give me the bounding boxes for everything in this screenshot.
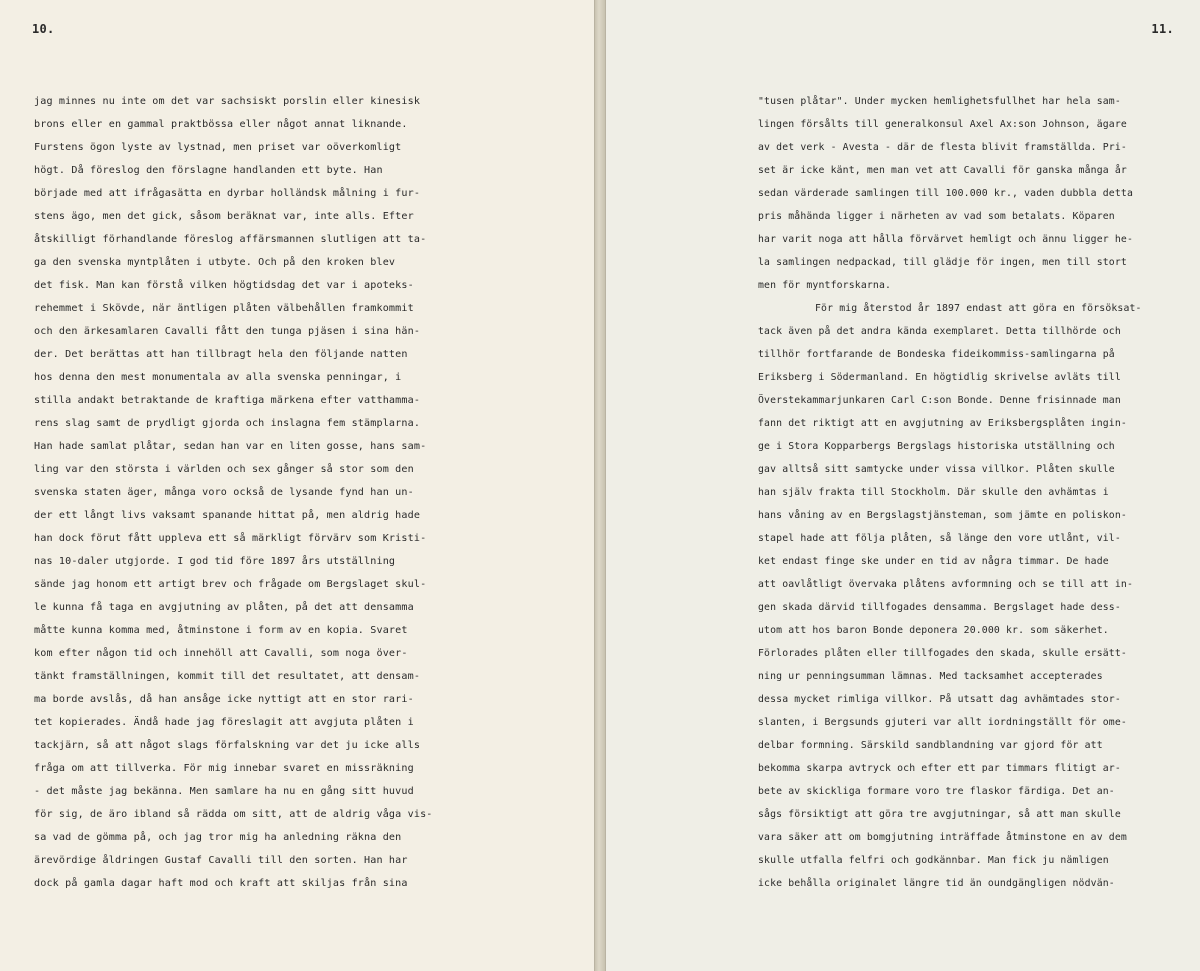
text-line: tet kopierades. Ändå hade jag föreslagit att avgjuta plåten i bbox=[34, 717, 414, 728]
text-line: måtte kunna komma med, åtminstone i form av en kopia. Svaret bbox=[34, 625, 408, 636]
text-line: fråga om att tillverka. För mig innebar svaret en missräkning bbox=[34, 763, 414, 774]
text-line: sågs försiktigt att göra tre avgjutningar, så att man skulle bbox=[758, 809, 1121, 820]
text-line: stilla andakt betraktande de kraftiga märkena efter vatthamma- bbox=[34, 395, 421, 406]
text-line: bekomma skarpa avtryck och efter ett par timmars flitigt ar- bbox=[758, 763, 1121, 774]
text-line: lingen försålts till generalkonsul Axel Ax:son Johnson, ägare bbox=[758, 119, 1127, 130]
text-line: för sig, de äro ibland så rädda om sitt, att de aldrig våga vis- bbox=[34, 809, 433, 820]
text-line: dessa mycket rimliga villkor. På utsatt dag avhämtades stor- bbox=[758, 694, 1121, 705]
text-line: jag minnes nu inte om det var sachsiskt porslin eller kinesisk bbox=[34, 96, 421, 107]
text-line: tänkt framställningen, kommit till det resultatet, att densam- bbox=[34, 671, 421, 682]
text-line: nas 10-daler utgjorde. I god tid före 1897 års utställning bbox=[34, 556, 396, 567]
right-page-number: 11. bbox=[1151, 22, 1174, 36]
text-line: högt. Då föreslog den förslagne handlanden ett byte. Han bbox=[34, 165, 383, 176]
book-gutter bbox=[595, 0, 605, 971]
text-line: la samlingen nedpackad, till glädje för ingen, men till stort bbox=[758, 257, 1127, 268]
text-line: började med att ifrågasätta en dyrbar holländsk målning i fur- bbox=[34, 188, 421, 199]
text-line: utom att hos baron Bonde deponera 20.000 kr. som säkerhet. bbox=[758, 625, 1109, 636]
text-line: han själv frakta till Stockholm. Där skulle den avhämtas i bbox=[758, 487, 1109, 498]
text-line: men för myntforskarna. bbox=[758, 280, 892, 291]
text-line: - det måste jag bekänna. Men samlare ha nu en gång sitt huvud bbox=[34, 786, 414, 797]
text-line: För mig återstod år 1897 endast att göra en försöksat- bbox=[815, 303, 1142, 314]
text-line: Förlorades plåten eller tillfogades den skada, skulle ersätt- bbox=[758, 648, 1127, 659]
text-line: sände jag honom ett artigt brev och frågade om Bergslaget skul- bbox=[34, 579, 427, 590]
text-line: och den ärkesamlaren Cavalli fått den tunga pjäsen i sina hän- bbox=[34, 326, 421, 337]
text-line: ge i Stora Kopparbergs Bergslags historiska utställning och bbox=[758, 441, 1115, 452]
text-line: slanten, i Bergsunds gjuteri var allt iordningställt för ome- bbox=[758, 717, 1127, 728]
text-line: ket endast finge ske under en tid av några timmar. De hade bbox=[758, 556, 1109, 567]
text-line: Furstens ögon lyste av lystnad, men priset var oöverkomligt bbox=[34, 142, 402, 153]
text-line: gav alltså sitt samtycke under vissa villkor. Plåten skulle bbox=[758, 464, 1115, 475]
text-line: rehemmet i Skövde, när äntligen plåten välbehållen framkommit bbox=[34, 303, 414, 314]
text-line: tillhör fortfarande de Bondeska fideikommiss-samlingarna på bbox=[758, 349, 1115, 360]
text-line: tackjärn, så att något slags förfalskning var det ju icke alls bbox=[34, 740, 421, 751]
text-line: hos denna den mest monumentala av alla svenska penningar, i bbox=[34, 372, 402, 383]
text-line: bete av skickliga formare voro tre flaskor färdiga. Det an- bbox=[758, 786, 1115, 797]
text-line: stens ägo, men det gick, såsom beräknat var, inte alls. Efter bbox=[34, 211, 414, 222]
text-line: av det verk - Avesta - där de flesta blivit framställda. Pri- bbox=[758, 142, 1127, 153]
text-line: dock på gamla dagar haft mod och kraft att skiljas från sina bbox=[34, 878, 408, 889]
text-line: ärevördige åldringen Gustaf Cavalli till den sorten. Han har bbox=[34, 855, 408, 866]
text-line: der ett långt livs vaksamt spanande hittat på, men aldrig hade bbox=[34, 510, 421, 521]
text-line: vara säker att om bomgjutning inträffade åtminstone en av dem bbox=[758, 832, 1127, 843]
text-line: delbar formning. Särskild sandblandning var gjord för att bbox=[758, 740, 1103, 751]
text-line: ling var den största i världen och sex gånger så stor som den bbox=[34, 464, 414, 475]
text-line: sedan värderade samlingen till 100.000 kr., vaden dubbla detta bbox=[758, 188, 1133, 199]
text-line: åtskilligt förhandlande föreslog affärsmannen slutligen att ta- bbox=[34, 234, 427, 245]
text-line: "tusen plåtar". Under mycken hemlighetsfullhet har hela sam- bbox=[758, 96, 1121, 107]
text-line: der. Det berättas att han tillbragt hela den följande natten bbox=[34, 349, 408, 360]
text-line: ma borde avslås, då han ansåge icke nyttigt att en stor rari- bbox=[34, 694, 414, 705]
text-line: ga den svenska myntplåten i utbyte. Och på den kroken blev bbox=[34, 257, 396, 268]
text-line: hans våning av en Bergslagstjänsteman, som jämte en poliskon- bbox=[758, 510, 1127, 521]
text-line: brons eller en gammal praktbössa eller något annat liknande. bbox=[34, 119, 408, 130]
text-line: set är icke känt, men man vet att Cavalli för ganska många år bbox=[758, 165, 1127, 176]
text-line: Eriksberg i Södermanland. En högtidlig skrivelse avläts till bbox=[758, 372, 1121, 383]
left-page-text bbox=[34, 90, 474, 895]
text-line: svenska staten äger, många voro också de lysande fynd han un- bbox=[34, 487, 414, 498]
left-page-number: 10. bbox=[32, 22, 55, 36]
text-line: rens slag samt de prydligt gjorda och inslagna fem stämplarna. bbox=[34, 418, 421, 429]
text-line: ning ur penningsumman lämnas. Med tacksamhet accepterades bbox=[758, 671, 1103, 682]
text-line: icke behålla originalet längre tid än oundgängligen nödvän- bbox=[758, 878, 1115, 889]
right-page-text bbox=[758, 90, 1168, 895]
text-line: det fisk. Man kan förstå vilken högtidsdag det var i apoteks- bbox=[34, 280, 414, 291]
text-line: Han hade samlat plåtar, sedan han var en liten gosse, hans sam- bbox=[34, 441, 427, 452]
left-page bbox=[0, 0, 595, 971]
text-line: pris måhända ligger i närheten av vad som betalats. Köparen bbox=[758, 211, 1115, 222]
text-line: fann det riktigt att en avgjutning av Eriksbergsplåten ingin- bbox=[758, 418, 1127, 429]
text-line: skulle utfalla felfri och godkännbar. Man fick ju nämligen bbox=[758, 855, 1109, 866]
right-page bbox=[605, 0, 1200, 971]
text-line: att oavlåtligt övervaka plåtens avformning och se till att in- bbox=[758, 579, 1133, 590]
text-line: Överstekammarjunkaren Carl C:son Bonde. Denne frisinnade man bbox=[758, 395, 1121, 406]
text-line: tack även på det andra kända exemplaret. Detta tillhörde och bbox=[758, 326, 1121, 337]
text-line: har varit noga att hålla förvärvet hemligt och ännu ligger he- bbox=[758, 234, 1133, 245]
text-line: kom efter någon tid och innehöll att Cavalli, som noga över- bbox=[34, 648, 408, 659]
text-line: gen skada därvid tillfogades densamma. Bergslaget hade dess- bbox=[758, 602, 1121, 613]
text-line: sa vad de gömma på, och jag tror mig ha anledning räkna den bbox=[34, 832, 402, 843]
text-line: stapel hade att följa plåten, så länge den vore utlånt, vil- bbox=[758, 533, 1121, 544]
text-line: le kunna få taga en avgjutning av plåten, på det att densamma bbox=[34, 602, 414, 613]
text-line: han dock förut fått uppleva ett så märkligt förvärv som Kristi- bbox=[34, 533, 427, 544]
